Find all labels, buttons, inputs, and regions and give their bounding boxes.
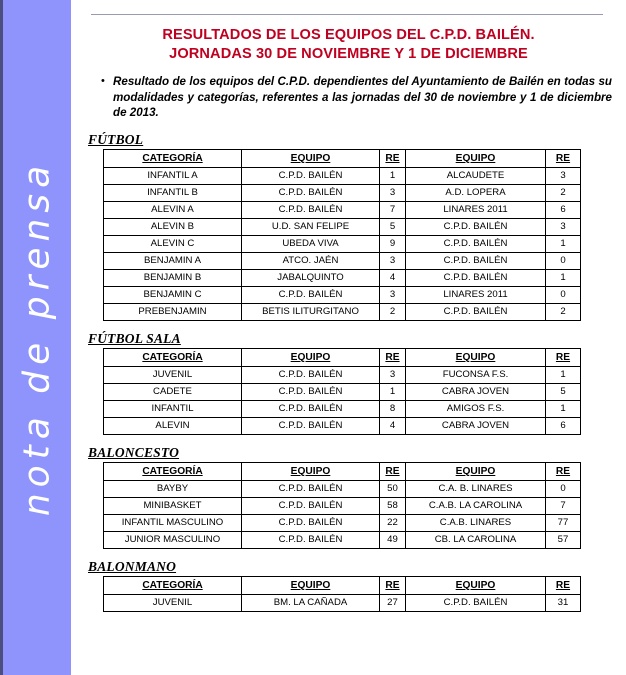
- column-header-label: CATEGORÍA: [142, 351, 203, 363]
- column-header: [546, 576, 581, 594]
- column-header-label: EQUIPO: [455, 152, 496, 164]
- press-note-sidebar: [0, 0, 71, 675]
- sections-container: [85, 131, 612, 612]
- column-header-label: EQUIPO: [455, 465, 496, 477]
- results-table: [103, 576, 581, 612]
- column-header: [242, 576, 380, 594]
- table-cell: JUVENIL: [104, 366, 242, 383]
- table-cell: 9: [380, 235, 406, 252]
- table-cell: C.A.B. LINARES: [406, 514, 546, 531]
- table-cell: 4: [380, 417, 406, 434]
- section-heading: BALONCESTO: [88, 444, 180, 460]
- table-cell: INFANTIL B: [104, 184, 242, 201]
- column-header: [546, 462, 581, 480]
- results-table: [103, 462, 581, 549]
- table-cell: INFANTIL MASCULINO: [104, 514, 242, 531]
- table-cell: C.P.D. BAILÉN: [242, 383, 380, 400]
- table-cell: C.P.D. BAILÉN: [242, 167, 380, 184]
- column-header: [380, 576, 406, 594]
- section-heading: FÚTBOL SALA: [88, 330, 181, 346]
- table-cell: 3: [546, 167, 581, 184]
- table-cell: C.P.D. BAILÉN: [242, 514, 380, 531]
- table-cell: C.P.D. BAILÉN: [406, 594, 546, 611]
- column-header: [242, 149, 380, 167]
- table-cell: ALCAUDETE: [406, 167, 546, 184]
- table-cell: 27: [380, 594, 406, 611]
- table-cell: INFANTIL A: [104, 167, 242, 184]
- intro-bullet-text: Resultado de los equipos del C.P.D. dependientes del Ayuntamiento de Bailén en todas su modalidades y categorías, referentes a las jornadas del 30 de noviembre y 1 de diciembre de 2013.: [113, 75, 612, 119]
- table-row: [104, 514, 581, 531]
- table-cell: C.P.D. BAILÉN: [242, 497, 380, 514]
- page-title: [85, 26, 612, 64]
- table-cell: 49: [380, 531, 406, 548]
- table-cell: 6: [546, 417, 581, 434]
- table-cell: 31: [546, 594, 581, 611]
- table-cell: BM. LA CAÑADA: [242, 594, 380, 611]
- column-header-label: RE: [555, 465, 571, 477]
- table-row: [104, 201, 581, 218]
- document-content: [85, 26, 612, 621]
- column-header-label: EQUIPO: [455, 579, 496, 591]
- table-row: [104, 497, 581, 514]
- header-divider: [91, 14, 603, 15]
- table-cell: BAYBY: [104, 480, 242, 497]
- column-header-label: EQUIPO: [290, 579, 331, 591]
- column-header-label: CATEGORÍA: [142, 152, 203, 164]
- table-cell: 2: [546, 303, 581, 320]
- table-cell: A.D. LOPERA: [406, 184, 546, 201]
- table-cell: INFANTIL: [104, 400, 242, 417]
- sidebar-label: nota de prensa: [16, 159, 58, 516]
- column-header-label: EQUIPO: [455, 351, 496, 363]
- section-heading: BALONMANO: [88, 558, 177, 574]
- table-cell: 7: [380, 201, 406, 218]
- table-cell: AMIGOS F.S.: [406, 400, 546, 417]
- column-header-label: RE: [385, 465, 400, 477]
- table-row: [104, 383, 581, 400]
- sport-section: [85, 558, 612, 612]
- table-row: [104, 400, 581, 417]
- table-cell: C.P.D. BAILÉN: [242, 201, 380, 218]
- column-header: [104, 462, 242, 480]
- table-cell: 1: [380, 167, 406, 184]
- column-header-label: RE: [555, 351, 571, 363]
- table-cell: 3: [546, 218, 581, 235]
- table-row: [104, 303, 581, 320]
- table-cell: UBEDA VIVA: [242, 235, 380, 252]
- table-cell: 0: [546, 480, 581, 497]
- column-header: [380, 149, 406, 167]
- table-cell: 0: [546, 286, 581, 303]
- document-page: [71, 0, 626, 675]
- column-header: [406, 348, 546, 366]
- column-header: [406, 576, 546, 594]
- table-row: [104, 531, 581, 548]
- page-title-line-2: JORNADAS 30 DE NOVIEMBRE Y 1 DE DICIEMBRE: [169, 46, 528, 62]
- table-cell: 2: [380, 303, 406, 320]
- column-header: [242, 348, 380, 366]
- table-cell: 3: [380, 286, 406, 303]
- table-cell: C.P.D. BAILÉN: [242, 531, 380, 548]
- table-cell: 0: [546, 252, 581, 269]
- column-header: [242, 462, 380, 480]
- table-cell: PREBENJAMIN: [104, 303, 242, 320]
- page-title-line-1: RESULTADOS DE LOS EQUIPOS DEL C.P.D. BAILÉN.: [162, 27, 535, 43]
- table-cell: C.A.B. LA CAROLINA: [406, 497, 546, 514]
- table-cell: 6: [546, 201, 581, 218]
- column-header: [406, 149, 546, 167]
- table-row: [104, 167, 581, 184]
- table-cell: BETIS ILITURGITANO: [242, 303, 380, 320]
- bullet-marker-icon: •: [101, 75, 105, 87]
- table-cell: C.P.D. BAILÉN: [406, 269, 546, 286]
- results-table: [103, 348, 581, 435]
- column-header-label: CATEGORÍA: [142, 465, 203, 477]
- table-row: [104, 269, 581, 286]
- column-header-label: RE: [385, 152, 400, 164]
- table-cell: 77: [546, 514, 581, 531]
- column-header-label: EQUIPO: [290, 152, 331, 164]
- table-header-row: [104, 348, 581, 366]
- table-cell: 3: [380, 252, 406, 269]
- column-header-label: CATEGORÍA: [142, 579, 203, 591]
- table-row: [104, 184, 581, 201]
- table-cell: JABALQUINTO: [242, 269, 380, 286]
- table-cell: LINARES 2011: [406, 201, 546, 218]
- table-cell: ALEVIN C: [104, 235, 242, 252]
- table-header-row: [104, 149, 581, 167]
- table-header-row: [104, 462, 581, 480]
- table-row: [104, 594, 581, 611]
- table-row: [104, 235, 581, 252]
- table-cell: FUCONSA F.S.: [406, 366, 546, 383]
- table-row: [104, 366, 581, 383]
- column-header: [104, 149, 242, 167]
- table-cell: 5: [546, 383, 581, 400]
- table-cell: C.P.D. BAILÉN: [406, 252, 546, 269]
- table-cell: ALEVIN B: [104, 218, 242, 235]
- table-cell: 3: [380, 366, 406, 383]
- table-cell: 50: [380, 480, 406, 497]
- table-cell: 57: [546, 531, 581, 548]
- table-row: [104, 480, 581, 497]
- table-cell: C.A. B. LINARES: [406, 480, 546, 497]
- table-cell: JUNIOR MASCULINO: [104, 531, 242, 548]
- sport-section: [85, 330, 612, 435]
- table-cell: ALEVIN A: [104, 201, 242, 218]
- table-cell: CABRA JOVEN: [406, 417, 546, 434]
- table-cell: 4: [380, 269, 406, 286]
- table-cell: C.P.D. BAILÉN: [242, 480, 380, 497]
- table-row: [104, 218, 581, 235]
- table-cell: 1: [546, 400, 581, 417]
- table-cell: U.D. SAN FELIPE: [242, 218, 380, 235]
- column-header-label: EQUIPO: [290, 465, 331, 477]
- column-header: [104, 576, 242, 594]
- table-cell: C.P.D. BAILÉN: [242, 286, 380, 303]
- table-cell: BENJAMIN C: [104, 286, 242, 303]
- sport-section: [85, 444, 612, 549]
- table-row: [104, 417, 581, 434]
- table-cell: 1: [546, 269, 581, 286]
- table-cell: 1: [380, 383, 406, 400]
- table-cell: 1: [546, 366, 581, 383]
- table-cell: CB. LA CAROLINA: [406, 531, 546, 548]
- table-cell: CADETE: [104, 383, 242, 400]
- table-row: [104, 286, 581, 303]
- table-cell: C.P.D. BAILÉN: [242, 366, 380, 383]
- table-cell: CABRA JOVEN: [406, 383, 546, 400]
- column-header-label: RE: [385, 579, 400, 591]
- table-cell: 3: [380, 184, 406, 201]
- intro-bullet: [85, 74, 612, 121]
- results-table: [103, 149, 581, 321]
- table-cell: C.P.D. BAILÉN: [242, 417, 380, 434]
- column-header-label: RE: [555, 579, 571, 591]
- table-cell: BENJAMIN B: [104, 269, 242, 286]
- table-header-row: [104, 576, 581, 594]
- table-cell: ALEVIN: [104, 417, 242, 434]
- column-header: [104, 348, 242, 366]
- table-cell: 1: [546, 235, 581, 252]
- table-cell: BENJAMIN A: [104, 252, 242, 269]
- sport-section: [85, 131, 612, 321]
- table-cell: 7: [546, 497, 581, 514]
- table-cell: MINIBASKET: [104, 497, 242, 514]
- table-cell: 22: [380, 514, 406, 531]
- column-header-label: RE: [385, 351, 400, 363]
- table-cell: 5: [380, 218, 406, 235]
- table-cell: 58: [380, 497, 406, 514]
- section-heading: FÚTBOL: [88, 131, 144, 147]
- table-cell: ATCO. JAÉN: [242, 252, 380, 269]
- table-row: [104, 252, 581, 269]
- table-cell: 8: [380, 400, 406, 417]
- column-header: [380, 348, 406, 366]
- table-cell: 2: [546, 184, 581, 201]
- table-cell: C.P.D. BAILÉN: [242, 184, 380, 201]
- table-cell: C.P.D. BAILÉN: [406, 218, 546, 235]
- column-header: [546, 348, 581, 366]
- table-cell: LINARES 2011: [406, 286, 546, 303]
- column-header: [406, 462, 546, 480]
- table-cell: C.P.D. BAILÉN: [406, 303, 546, 320]
- column-header: [546, 149, 581, 167]
- column-header-label: RE: [555, 152, 571, 164]
- table-cell: JUVENIL: [104, 594, 242, 611]
- column-header: [380, 462, 406, 480]
- column-header-label: EQUIPO: [290, 351, 331, 363]
- table-cell: C.P.D. BAILÉN: [406, 235, 546, 252]
- table-cell: C.P.D. BAILÉN: [242, 400, 380, 417]
